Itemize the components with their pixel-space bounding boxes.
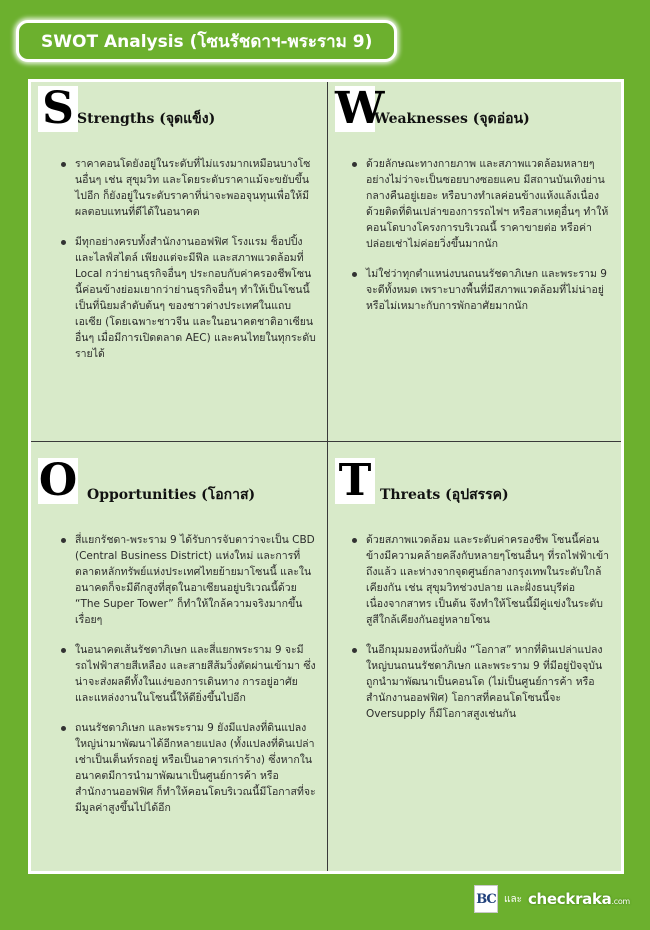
weaknesses-letter: W [335,83,385,134]
list-item: ด้วยลักษณะทางกายภาพ และสภาพแวดล้อมหลายๆ อย่างไม่ว่าจะเป็นซอยบางซอยแคบ มีสถานบันเทิงย่านกลางคืนอยู่เยอะ หรือบางทำเลค่อนข้างแห้งแล้งเนื่องด้วยติดที่ดินเปล่าของการรถไฟฯ หรือสาเหตุอื่นๆ ทำให้คอนโดบางโครงการบริเวณนี้ ราคาขายต่อ หรือค่าปล่อยเช่าไม่ค่อยวิ่งขึ้นมากนัก [352,156,614,252]
threats-title: Threats (อุปสรรค) [380,487,509,503]
footer-and-text: และ [504,893,522,905]
list-item: มีทุกอย่างครบทั้งสำนักงานออฟฟิศ โรงแรม ช็อปปิ้ง และไลฟ์สไตล์ เพียงแต่จะมีฟีล และสภาพแวดล้อมที่ Local กว่าย่านธุรกิจอื่นๆ ประกอบกับค่าครองชีพโซนนี้ค่อนข้างย่อมเยากว่าย่านธุรกิจอื่นๆ ทำให้เป็นโซนนี้เป็นที่นิยมลำดับต้นๆ ของชาวต่างประเทศในแถบเอเซีย (โดยเฉพาะชาวจีน และในอนาคตชาติอาเซียนอื่นๆ เมื่อมีการเปิดตลาด AEC) และคนไทยในทุกระดับรายได้ [61,234,317,362]
bullet-icon [61,240,66,245]
bullet-icon [352,162,357,167]
swot-panel [28,79,624,874]
threats-quadrant [328,442,621,874]
list-item: ไม่ใช่ว่าทุกตำแหน่งบนถนนรัชดาภิเษก และพระราม 9 จะดีทั้งหมด เพราะบางพื้นที่มีสภาพแวดล้อมที่ไม่น่าอยู่ หรือไม่เหมาะกับการพักอาศัยมากนัก [352,266,614,314]
opportunities-title: Opportunities (โอกาส) [87,487,256,503]
list-item: สี่แยกรัชดา-พระราม 9 ได้รับการจับตาว่าจะเป็น CBD (Central Business District) แห่งใหม่ และการที่ตลาดหลักทรัพย์แห่งประเทศไทยย้ายมาโซนนี้ และในอนาคตก็จะมีตึกสูงที่สุดในอาเซียนอยู่บริเวณนี้ด้วย “The Super Tower” ก็ทำให้ใกล้ความจริงมากขึ้นเรื่อยๆ [61,532,317,628]
opportunities-letter: O [38,455,78,506]
strengths-list [61,156,317,376]
weaknesses-list [352,156,614,328]
list-item: ในอีกมุมมองหนึ่งกับฝั่ง “โอกาส” หากที่ดินเปล่าแปลงใหญ่บนถนนรัชดาภิเษก และพระราม 9 ที่มีอยู่ปัจจุบันถูกนำมาพัฒนาเป็นคอนโด (ไม่เป็นศูนย์การค้า หรือสำนักงานออฟฟิศ) โอกาสที่คอนโดโซนนี้จะ Oversupply ก็มีโอกาสสูงเช่นกัน [352,642,614,722]
checkraka-logo: checkraka.com [527,890,630,908]
list-item: ในอนาคตเส้นรัชดาภิเษก และสี่แยกพระราม 9 จะมีรถไฟฟ้าสายสีเหลือง และสายสีส้มวิ่งตัดผ่านเข้ามา ซึ่งน่าจะส่งผลดีทั้งในแง่ของการเดินทาง การอยู่อาศัย และแหล่งงานในโซนนี้ให้ดียิ่งขึ้นไปอีก [61,642,317,706]
strengths-letter: S [38,86,78,132]
strengths-title: Strengths (จุดแข็ง) [77,111,216,127]
list-item: ด้วยสภาพแวดล้อม และระดับค่าครองชีพ โซนนี้ค่อนข้างมีความคล้ายคลึงกับหลายๆโซนอื่นๆ ที่รถไฟฟ้าเข้าถึงแล้ว และห่างจากจุดศูนย์กลางกรุงเทพในระดับใกล้เคียงกัน เช่น สุขุมวิทช่วงปลาย และฝั่งธนบุรีต่อเนื่องจากสาทร เป็นต้น จึงทำให้โซนนี้มีคู่แข่งในระดับสูสีใกล้เคียงกันอยู่หลายโซน [352,532,614,628]
page-title: SWOT Analysis (โซนรัชดาฯ-พระราม 9) [16,20,397,62]
bullet-icon [61,162,66,167]
footer-logos [474,885,630,913]
bullet-icon [352,272,357,277]
list-item: ราคาคอนโดยังอยู่ในระดับที่ไม่แรงมากเหมือนบางโซนอื่นๆ เช่น สุขุมวิท และโดยระดับราคาแม้จะขยับขึ้นไปอีก ก็ยังอยู่ในระดับราคาที่น่าจะพออจุนทุนเพื่อให้มีผลตอบแทนที่ดีได้ในอนาคต [61,156,317,220]
bullet-icon [352,538,357,543]
bullet-icon [61,726,66,731]
opportunities-list [61,532,317,830]
opportunities-quadrant [31,442,327,874]
threats-letter: T [335,458,375,504]
bullet-icon [61,538,66,543]
weaknesses-quadrant [328,82,621,441]
threats-list [352,532,614,736]
strengths-quadrant [31,82,327,441]
bullet-icon [352,648,357,653]
list-item: ถนนรัชดาภิเษก และพระราม 9 ยังมีแปลงที่ดินแปลงใหญ่น่ามาพัฒนาได้อีกหลายแปลง (ทั้งแปลงที่ดินเปล่า เช่าเป็นเต็นท์รถอยู่ หรือเป็นอาคารเก่าร้าง) ซึ่งหากในอนาคตมีการนำมาพัฒนาเป็นศูนย์การค้า หรือสำนักงานออฟฟิศ ก็ทำให้คอนโดบริเวณนี้มีโอกาสที่จะมีมูลค่าสูงขึ้นไปได้อีก [61,720,317,816]
weaknesses-title: Weaknesses (จุดอ่อน) [374,111,530,127]
bc-logo: BC [474,885,498,913]
bullet-icon [61,648,66,653]
